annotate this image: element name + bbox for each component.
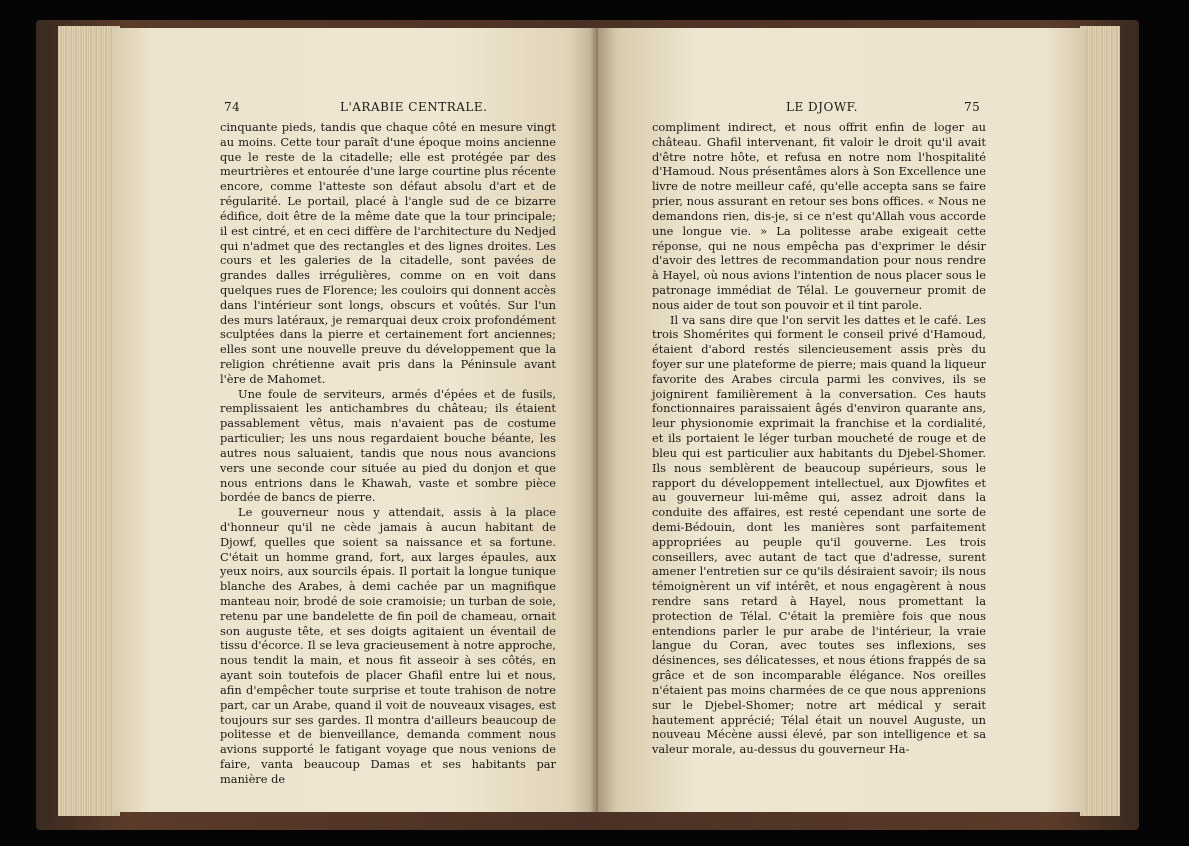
right-running-title: LE DJOWF. [786,100,858,114]
left-running-title: L'ARABIE CENTRALE. [340,100,488,114]
left-page-edges [58,26,120,816]
right-page [598,28,1086,812]
right-paragraph-2: Il va sans dire que l'on servit les dattes et le café. Les trois Shomérites qui forment le conseil privé d'Hamoud, étaient d'abord restés silencieusement assis près du foyer sur une plateforme de pierre; mais quand la liqueur favorite des Arabes circula parmi les convives, ils se joignirent familièrement à la conversation. Ces hauts fonctionnaires paraissaient âgés d'environ quarante ans, leur physionomie exprimait la franchise et la cordialité, et ils portaient le léger turban moucheté de rouge et de bleu qui est particulier aux habitants du Djebel-Shomer. Ils nous semblèrent de beaucoup supérieurs, sous le rapport du développement intellectuel, aux Djowfites et au gouverneur lui-même qui, assez adroit dans la conduite des affaires, est resté cependant une sorte de demi-Bédouin, dont les manières sont parfaitement appropriées au peuple qu'il gouverne. Les trois conseillers, avec autant de tact que d'adresse, surent amener l'entretien sur ce qu'ils désiraient savoir; ils nous témoignèrent un vif intérêt, et nous engagèrent à nous rendre sans retard à Hayel, nous promettant la protection de Télal. C'était la première fois que nous entendions parler le pur arabe de l'intérieur, la vraie langue du Coran, avec toutes ses inflexions, ses désinences, ses délicatesses, et nous étions frappés de sa grâce et de son incomparable élégance. Nos oreilles n'étaient pas moins charmées de ce que nous apprenions sur le Djebel-Shomer; notre art médical y serait hautement apprécié; Télal était un nouvel Auguste, un nouveau Mécène aussi élevé, par son intelligence et sa valeur morale, au-dessus du gouverneur Ha- [652,312,986,757]
left-paragraph-2: Une foule de serviteurs, armés d'épées et de fusils, remplissaient les antichambres du château; ils étaient passablement vêtus, mais n'avaient pas de costume particulier; les uns nous regardaient bouche béante, les autres nous saluaient, tandis que nous nous avancions vers une seconde cour située au pied du donjon et que nous entrions dans le Khawah, vaste et sombre pièce bordée de bancs de pierre. [220,386,556,505]
left-page-number: 74 [224,100,241,114]
left-paragraph-3: Le gouverneur nous y attendait, assis à la place d'honneur qu'il ne cède jamais à aucun habitant de Djowf, quelles que soient sa naissance et sa fortune. C'était un homme grand, fort, aux larges épaules, aux yeux noirs, aux sourcils épais. Il portait la longue tunique blanche des Arabes, à demi cachée par un magnifique manteau noir, brodé de soie cramoisie; un turban de soie, retenu par une bandelette de fin poil de chameau, ornait son auguste tête, et ses doigts agitaient un éventail de tissu d'écorce. Il se leva gracieusement à notre approche, nous tendit la main, et nous fit asseoir à ses côtés, en ayant soin toutefois de placer Ghafil entre lui et nous, afin d'empêcher toute surprise et toute trahison de notre part, car un Arabe, quand il voit de nouveaux visages, est toujours sur ses gardes. Il montra d'ailleurs beaucoup de politesse et de bienveillance, demanda comment nous avions supporté le fatigant voyage que nous venions de faire, vanta beaucoup Damas et ses habitants par manière de [220,505,556,786]
right-page-edges [1080,26,1120,816]
right-page-number: 75 [964,100,981,114]
right-text-block [652,120,986,757]
left-running-head [112,100,598,116]
left-text-block [220,120,556,787]
left-page [112,28,598,812]
right-running-head [598,100,1086,116]
right-paragraph-1: compliment indirect, et nous offrit enfin de loger au château. Ghafil intervenant, fit valoir le droit qu'il avait d'être notre hôte, et refusa en notre nom l'hospitalité d'Hamoud. Nous présentâmes alors à Son Excellence une livre de notre meilleur café, qu'elle accepta sans se faire prier, nous assurant en retour ses bons offices. « Nous ne demandons rien, dis-je, si ce n'est qu'Allah vous accorde une longue vie. » La politesse arabe exigeait cette réponse, qui ne nous empêcha pas d'exprimer le désir d'avoir des lettres de recommandation pour nous rendre à Hayel, où nous avions l'intention de nous placer sous le patronage immédiat de Télal. Le gouverneur promit de nous aider de tout son pouvoir et il tint parole. [652,120,986,312]
left-paragraph-1: cinquante pieds, tandis que chaque côté en mesure vingt au moins. Cette tour paraît d'une époque moins ancienne que le reste de la citadelle; elle est protégée par des meurtrières et entourée d'une large courtine plus récente encore, comme l'atteste son défaut absolu d'art et de régularité. Le portail, placé à l'angle sud de ce bizarre édifice, doit être de la même date que la tour principale; il est cintré, et en ceci diffère de l'architecture du Nedjed qui n'admet que des rectangles et des lignes droites. Les cours et les galeries de la citadelle, sont pavées de grandes dalles irrégulières, comme on en voit dans quelques rues de Florence; les couloirs qui donnent accès dans l'intérieur sont longs, obscurs et voûtés. Sur l'un des murs latéraux, je remarquai deux croix profondément sculptées dans la pierre et certainement fort anciennes; elles sont une nouvelle preuve du développement que la religion chrétienne avait pris dans la Péninsule avant l'ère de Mahomet. [220,120,556,386]
